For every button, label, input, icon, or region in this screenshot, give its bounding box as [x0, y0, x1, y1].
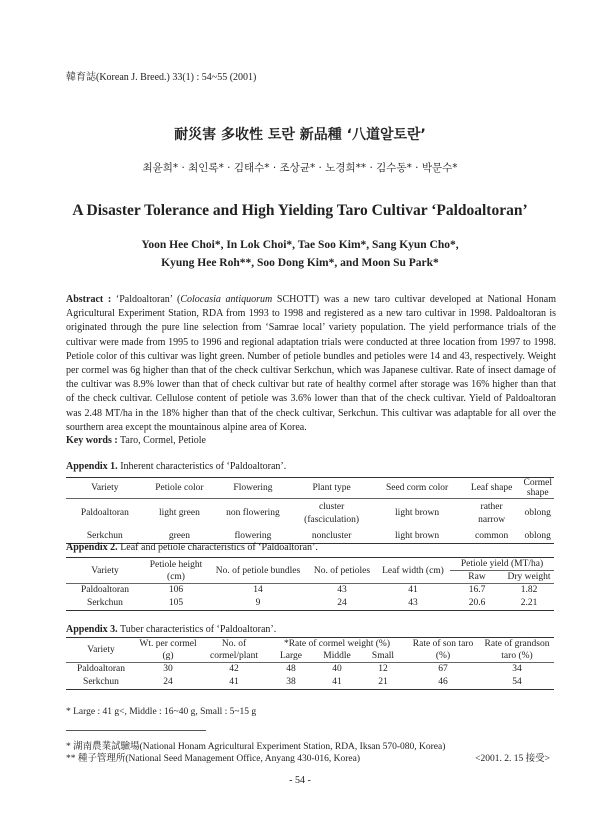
- table-cell: 12: [378, 664, 388, 675]
- table-cell: light brown: [395, 508, 440, 519]
- table-cell: 24: [163, 677, 173, 688]
- authors-korean: 최윤희* · 최인록* · 김태수* · 조상균* · 노경희** · 김수동* · 박문수*: [142, 162, 458, 174]
- table-cell: 43: [408, 598, 418, 609]
- abstract-text-1: ‘Paldoaltoran’ (: [111, 294, 181, 305]
- column-header: *Rate of cormel weight (%): [283, 639, 391, 650]
- table-cell: Paldoaltoran: [76, 664, 125, 675]
- table-header-row: [66, 638, 554, 651]
- table-row: [66, 676, 554, 690]
- table-row: [66, 597, 554, 611]
- table-cell: light brown: [395, 530, 440, 541]
- abstract: [66, 293, 556, 435]
- appendix-2-caption: [66, 542, 318, 553]
- abstract-label: Abstract :: [66, 294, 112, 305]
- column-header: Raw: [468, 572, 486, 582]
- table-cell: green: [168, 530, 190, 541]
- table-cell: 41: [408, 585, 418, 596]
- journal-reference: 韓育誌(Korean J. Breed.) 33(1) : 54~55 (2001): [66, 72, 257, 83]
- appendix-2-caption-text: Leaf and petiole characteristics of ‘Paldoaltoran’.: [117, 542, 318, 553]
- column-header: Leaf width (cm): [376, 558, 450, 584]
- column-header: Cormel shape: [523, 478, 552, 498]
- table-cell: 46: [438, 677, 448, 688]
- footnote-affiliation-1: * 湖南農業試驗場(National Honam Agricultural Experiment Station, RDA, Iksan 570-080, Korea): [66, 742, 446, 752]
- table-cell: 21: [378, 677, 388, 688]
- column-header: No. of cormel/plant: [200, 638, 268, 663]
- table-cell: Paldoaltoran: [80, 508, 129, 519]
- page-number: - 54 -: [289, 775, 311, 786]
- table-cell: 40: [332, 664, 342, 675]
- table-cell: 9: [255, 598, 261, 609]
- table-cell: light green: [158, 508, 200, 519]
- table-cell: flowering: [234, 530, 272, 541]
- appendix-3-caption: [66, 624, 276, 635]
- column-header: Variety: [66, 558, 144, 584]
- table-cell: 41: [229, 677, 239, 688]
- column-header: No. of petiole bundles: [208, 558, 308, 584]
- authors-english-line-1: Yoon Hee Choi*, In Lok Choi*, Tae Soo Kim*, Sang Kyun Cho*,: [141, 239, 459, 251]
- column-header: Seed corm color: [385, 483, 449, 493]
- appendix-3-label: Appendix 3.: [66, 624, 118, 635]
- table-cell: non flowering: [226, 508, 280, 519]
- appendix-1-caption: [66, 461, 286, 472]
- table-cell: 34: [512, 664, 522, 675]
- footnote-divider: [66, 730, 206, 731]
- column-header: Dry weight: [507, 572, 551, 582]
- table-cell: 1.82: [520, 585, 538, 596]
- table-cell: Serkchun: [86, 530, 123, 541]
- table-cell: 48: [286, 664, 296, 675]
- received-date: <2001. 2. 15 接受>: [475, 754, 550, 764]
- authors-english-line-2: Kyung Hee Roh**, Soo Dong Kim*, and Moon Su Park*: [161, 257, 439, 269]
- table-cell: 106: [168, 585, 184, 596]
- column-header: Variety: [91, 483, 119, 493]
- column-header: Plant type: [312, 483, 351, 493]
- appendix-2-table: [66, 557, 554, 611]
- table-cell: Serkchun: [83, 677, 119, 688]
- column-header: Flowering: [233, 483, 273, 493]
- table-cell: rather narrow: [478, 501, 506, 525]
- table-cell: 2.21: [520, 598, 538, 609]
- table-cell: 20.6: [468, 598, 486, 609]
- table-cell: Paldoaltoran: [80, 585, 129, 596]
- appendix-3-caption-text: Tuber characteristics of ‘Paldoaltoran’.: [117, 624, 277, 635]
- column-header: Rate of grandson taro (%): [480, 638, 554, 663]
- column-header: Petiole yield (MT/ha): [450, 558, 554, 571]
- appendix-1-label: Appendix 1.: [66, 461, 118, 472]
- table-cell: oblong: [524, 508, 551, 519]
- column-header: Variety: [66, 638, 136, 663]
- table-cell: noncluster: [311, 530, 352, 541]
- column-header: Small: [371, 651, 395, 662]
- appendix-1-caption-text: Inherent characteristics of ‘Paldoaltoran’.: [117, 461, 287, 472]
- table-cell: 43: [337, 585, 347, 596]
- column-header: Petiole height (cm): [144, 558, 208, 584]
- authors-english: [0, 236, 600, 272]
- keywords-text: Taro, Cormel, Petiole: [117, 435, 206, 446]
- column-header: Leaf shape: [470, 483, 513, 493]
- table-header-row: [66, 478, 554, 499]
- species-name: Colocasia antiquorum: [180, 294, 273, 305]
- appendix-1-table: [66, 477, 554, 544]
- table-cell: oblong: [524, 530, 551, 541]
- table-cell: 30: [163, 664, 173, 675]
- column-header: No. of petioles: [308, 558, 376, 584]
- table-cell: 105: [168, 598, 184, 609]
- table-note: * Large : 41 g<, Middle : 16~40 g, Small : 5~15 g: [66, 707, 257, 717]
- table-cell: Serkchun: [87, 598, 123, 609]
- table-cell: common: [474, 530, 509, 541]
- footnote-affiliation-2: ** 種子管理所(National Seed Management Office, Anyang 430-016, Korea): [66, 754, 360, 764]
- table-cell: 41: [332, 677, 342, 688]
- table-cell: 42: [229, 664, 239, 675]
- table-cell: 67: [438, 664, 448, 675]
- column-header: Wt. per cormel (g): [136, 638, 200, 663]
- table-cell: 54: [512, 677, 522, 688]
- column-header: Rate of son taro (%): [406, 638, 480, 663]
- table-row: [66, 663, 554, 676]
- title-korean: 耐災害 多收性 토란 新品種 ‘八道알토란’: [174, 127, 426, 143]
- keywords: [66, 435, 206, 446]
- column-header: Middle: [323, 651, 351, 662]
- table-cell: 16.7: [468, 585, 486, 596]
- table-header-row: [66, 558, 554, 571]
- table-row: [66, 499, 554, 529]
- column-header: Petiole color: [155, 483, 204, 493]
- table-cell: 24: [337, 598, 347, 609]
- appendix-2-label: Appendix 2.: [66, 542, 118, 553]
- title-english: A Disaster Tolerance and High Yielding Taro Cultivar ‘Paldoaltoran’: [72, 202, 528, 219]
- abstract-text-2: SCHOTT) was a new taro cultivar developed at National Honam Agricultural Experiment Station, RDA from 1993 to 1998 and registered as a new taro cultivar in 1998. Paldoaltoran is originated through the pure line selection from ‘Samrae local’ variety population. The yield performance trials of the cultivar were made from 1995 to 1996 and regional adaptation trials were conducted at three location from 1997 to 1998. Petiole color of this cultivar was light green. Number of petiole bundles and petioles were 14 and 43, respectively. Weight per cormel was 6g higher than that of the check cultivar Serkchun, which was Japanese cultivar. Rate of insect damage of the cultivar was 8.9% lower than that of check cultivar but rate of healthy cormel after storage was 16% higher than that of the check cultivar. Cellulose content of petiole was 3.6% lower than that of the check cultivar. Yield of Paldoaltoran was 2.48 MT/ha in the 18% higher than that of the check cultivar, Serkchun. This cultivar was adaptable for all over the sourthern area except the mountainous alpine area of Korea.: [66, 294, 556, 433]
- table-row: [66, 584, 554, 597]
- column-header: Large: [280, 651, 302, 662]
- table-cell: 14: [253, 585, 263, 596]
- keywords-label: Key words :: [66, 435, 118, 446]
- table-cell: 38: [286, 677, 296, 688]
- appendix-3-table: [66, 637, 554, 690]
- table-cell: cluster (fasciculation): [304, 501, 360, 525]
